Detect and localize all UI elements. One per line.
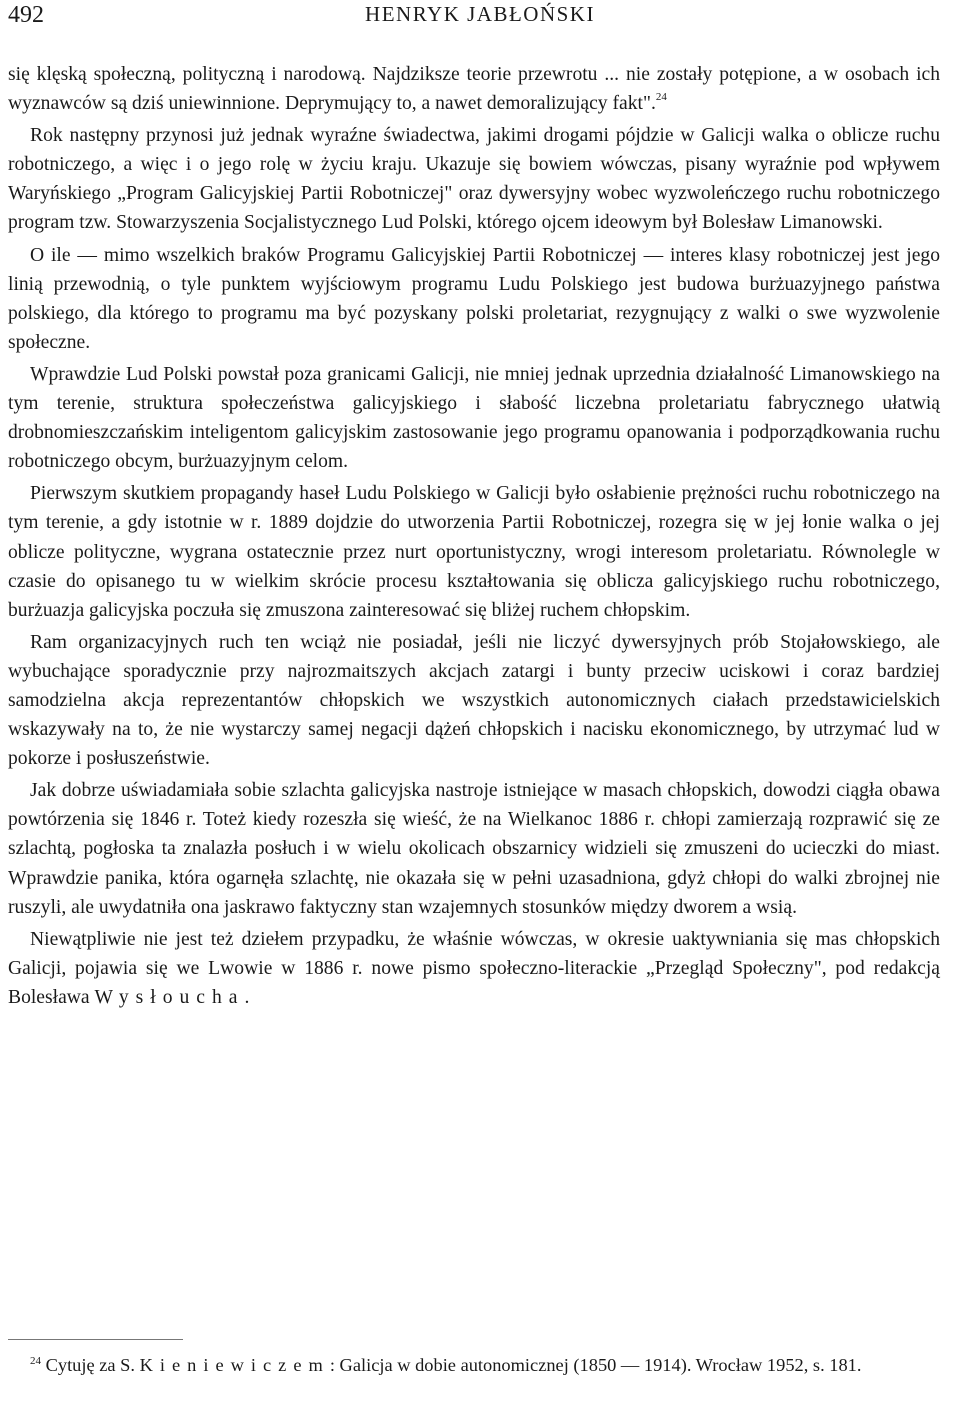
paragraph: Wprawdzie Lud Polski powstał poza granicami Galicji, nie mniej jednak uprzednia działalność Limanowskiego na tym terenie, struktura społeczeństwa galicyjskiego i słabość liczebna proletariatu fabrycznego ułatwią drobnomieszczańskim inteligentom galicyjskim zastosowanie jego programu opanowania i podporządkowania ruchu robotniczego obcym, burżuazyjnym celom. <box>8 363 940 473</box>
page-number: 492 <box>8 2 44 28</box>
footnote <box>8 1352 940 1381</box>
body-text <box>8 60 940 1012</box>
running-head: HENRYK JABŁOŃSKI <box>365 2 595 26</box>
footnote-rule <box>8 1339 183 1340</box>
paragraph-text: się klęską społeczną, polityczną i narodową. Najdziksze teorie przewrotu ... nie zostały potępione, a w osobach ich wyznawców są dziś uniewinnione. Deprymujący to, a nawet demoralizujący fakt". <box>8 64 940 115</box>
footnote-reference: 24 <box>655 90 667 103</box>
footnote-mark: 24 <box>30 1355 41 1367</box>
footnote-lead: Cytuję za S. <box>45 1355 135 1375</box>
paragraph <box>8 60 940 118</box>
paragraph: Jak dobrze uświadamiała sobie szlachta galicyjska nastroje istniejące w masach chłopskich, dowodzi ciągła obawa powtórzenia się 1846 r. Toteż kiedy rozeszła się wieść, że na Wielkanoc 1886 r. chłopi zamierzają rozprawić się ze szlachtą, pogłoska ta znalazła posłuch i w wielu okolicach obszarnicy widzieli się zmuszeni do ucieczki do miast. Wprawdzie panika, która ogarnęła szlachtę, nie okazała się w pełni uzasadniona, gdyż chłopi do walki zbrojnej nie ruszyli, ale uwydatniła ona jaskrawo faktyczny stan wzajemnych stosunków między dworem a wsią. <box>8 780 940 918</box>
page-header <box>8 2 952 32</box>
paragraph: Pierwszym skutkiem propagandy haseł Ludu Polskiego w Galicji było osłabienie prężności ruchu robotniczego na tym terenie, a gdy istotnie w r. 1889 dojdzie do utworzenia Partii Robotniczej, rozegra się w jej łonie walka o jej oblicze polityczne, wygrana ostatecznie przez nurt oportunistyczny, wrogi interesom proletariatu. Równolegle w czasie do opisanego tu w wielkim skrócie procesu kształtowania się oblicza galicyjskiego ruchu robotniczego, burżuazja galicyjska poczuła się zmuszona zainteresować się bliżej ruchem chłopskim. <box>8 483 940 621</box>
paragraph: O ile — mimo wszelkich braków Programu Galicyjskiej Partii Robotniczej — interes klasy robotniczej jest jego linią przewodnią, o tyle punktem wyjściowym programu Ludu Polskiego jest budowa burżuazyjnego państwa polskiego, dla którego to programu ma być pozyskany polski proletariat, rezygnujący z walki o swe wyzwolenie społeczne. <box>8 244 940 353</box>
footnote-spaced-name: Kieniewiczem <box>139 1355 330 1375</box>
paragraph: Rok następny przynosi już jednak wyraźne świadectwa, jakimi drogami pójdzie w Galicji walka o oblicze ruchu robotniczego, a więc i o jego rolę w życiu kraju. Ukazuje się bowiem wówczas, pisany wyraźnie pod wpływem Waryńskiego „Program Galicyjskiej Partii Robotniczej" oraz dywersyjny wobec wyzwoleńczego ruchu robotniczego program tzw. Stowarzyszenia Socjalistycznego Lud Polski, którego ojcem ideowym był Bolesław Limanowski. <box>8 125 940 234</box>
footnote-rest: : Galicja w dobie autonomicznej (1850 — 1914). Wrocław 1952, s. 181. <box>329 1355 862 1375</box>
paragraph: Ram organizacyjnych ruch ten wciąż nie posiadał, jeśli nie liczyć dywersyjnych prób Stojałowskiego, ale wybuchające sporadycznie przy najrozmaitszych akcjach zatargi i bunty przeciw uciskowi i coraz bardziej samodzielna akcja reprezentantów chłopskich we wszystkich autonomicznych ciałach przedstawicielskich wskazywały na to, że nie wystarczy samej negacji dążeń chłopskich i nacisku ekonomicznego, by utrzymać lud w pokorze i posłuszeństwie. <box>8 631 940 770</box>
spaced-name: Wysłoucha <box>94 986 245 1008</box>
paragraph-text: Niewątpliwie nie jest też dziełem przypadku, że właśnie wówczas, w okresie uaktywniania się mas chłopskich Galicji, pojawia się we Lwowie w 1886 r. nowe pismo społeczno-literackie „Przegląd Społeczny", pod redakcją Bolesława <box>8 928 940 1008</box>
paragraph-end: . <box>244 986 250 1008</box>
paragraph <box>8 925 940 1012</box>
